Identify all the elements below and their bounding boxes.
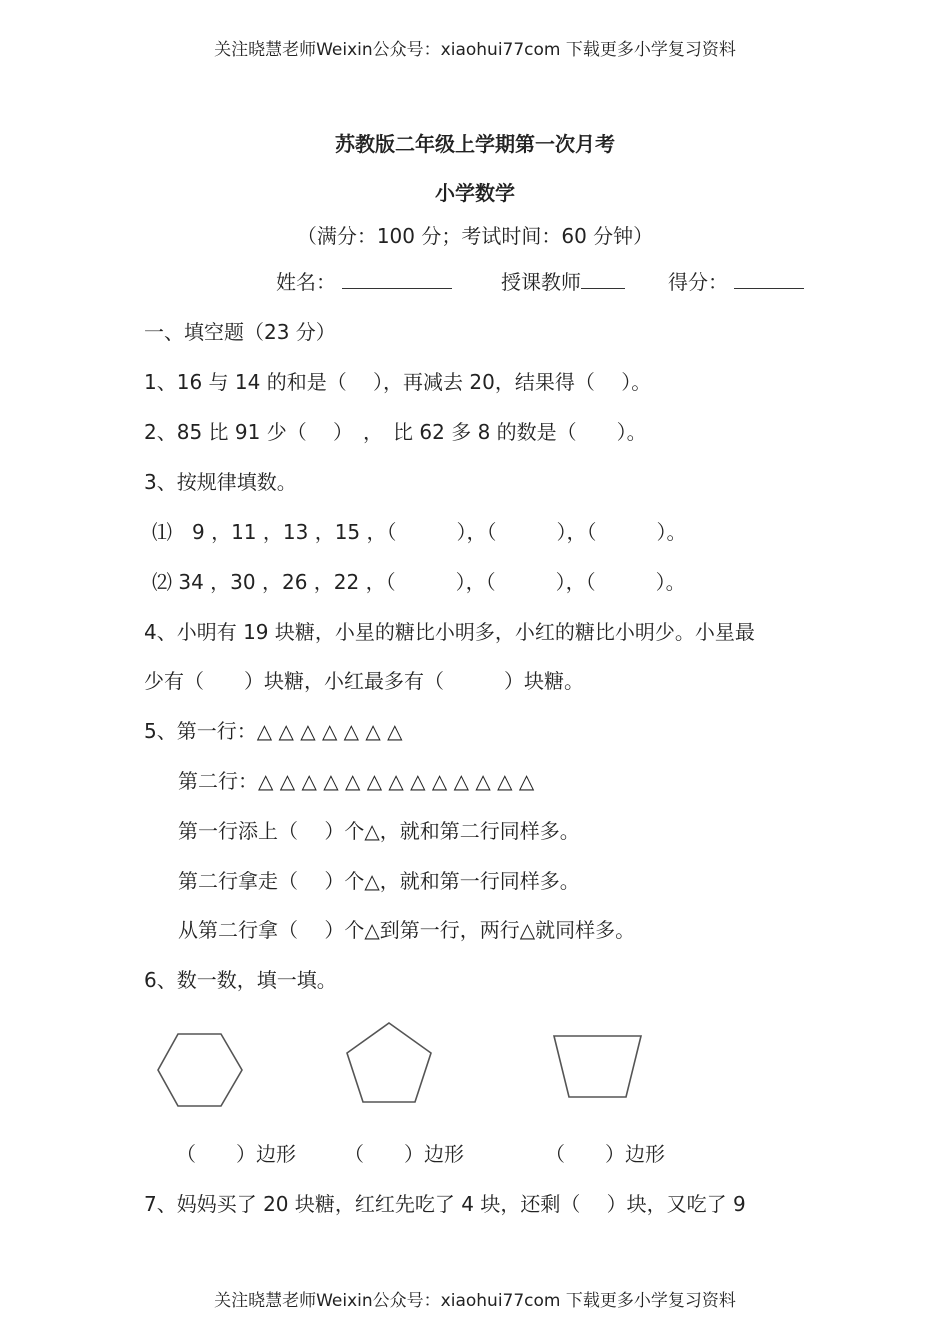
question-5-row-1: 5、第一行：△ △ △ △ △ △ △ [144,719,403,743]
question-6: 6、数一数，填一填。 [144,968,337,992]
teacher-label: 授课教师 [501,270,581,294]
question-5-row-2: 第二行：△ △ △ △ △ △ △ △ △ △ △ △ △ [178,769,535,793]
exam-subject: 小学数学 [435,181,515,205]
name-blank [342,268,452,289]
question-3-part-1: ⑴ 9 ，11 ，13 ，15 ，（ ），（ ），（ ）。 [152,520,687,544]
hexagon-figure [157,1032,243,1108]
shape-label-2: （ ）边形 [344,1142,464,1166]
question-3-part-2: ⑵ 34 ，30 ，26 ，22 ，（ ），（ ），（ ）。 [152,570,686,594]
pentagon-figure [345,1022,433,1104]
section-heading: 一、填空题（23 分） [144,320,336,344]
shape-label-1: （ ）边形 [176,1142,296,1166]
name-field [276,266,452,295]
exam-meta: （满分：100 分；考试时间：60 分钟） [296,224,654,248]
question-7: 7、妈妈买了 20 块糖，红红先吃了 4 块，还剩（ ）块，又吃了 9 [144,1192,746,1216]
header-banner: 关注晓慧老师Weixin公众号：xiaohui77com 下载更多小学复习资料 [214,40,736,60]
teacher-blank [581,268,625,289]
footer-banner: 关注晓慧老师Weixin公众号：xiaohui77com 下载更多小学复习资料 [214,1291,736,1311]
question-4-line-2: 少有（ ）块糖，小红最多有（ ）块糖。 [144,669,584,693]
question-3: 3、按规律填数。 [144,470,297,494]
name-label: 姓名： [276,270,336,294]
score-label: 得分： [668,270,728,294]
exam-title: 苏教版二年级上学期第一次月考 [335,132,615,156]
trapezoid-figure [553,1035,643,1099]
question-4-line-1: 4、小明有 19 块糖，小星的糖比小明多，小红的糖比小明少。小星最 [144,620,755,644]
question-2: 2、85 比 91 少（ ） ， 比 62 多 8 的数是（ ）。 [144,420,647,444]
score-field [668,266,804,295]
shape-label-3: （ ）边形 [545,1142,665,1166]
score-blank [734,268,804,289]
teacher-field [501,266,625,295]
question-5-b: 第二行拿走（ ）个△，就和第一行同样多。 [178,869,580,893]
question-1: 1、16 与 14 的和是（ ），再减去 20，结果得（ ）。 [144,370,652,394]
question-5-c: 从第二行拿（ ）个△到第一行，两行△就同样多。 [178,918,636,942]
question-5-a: 第一行添上（ ）个△，就和第二行同样多。 [178,819,580,843]
